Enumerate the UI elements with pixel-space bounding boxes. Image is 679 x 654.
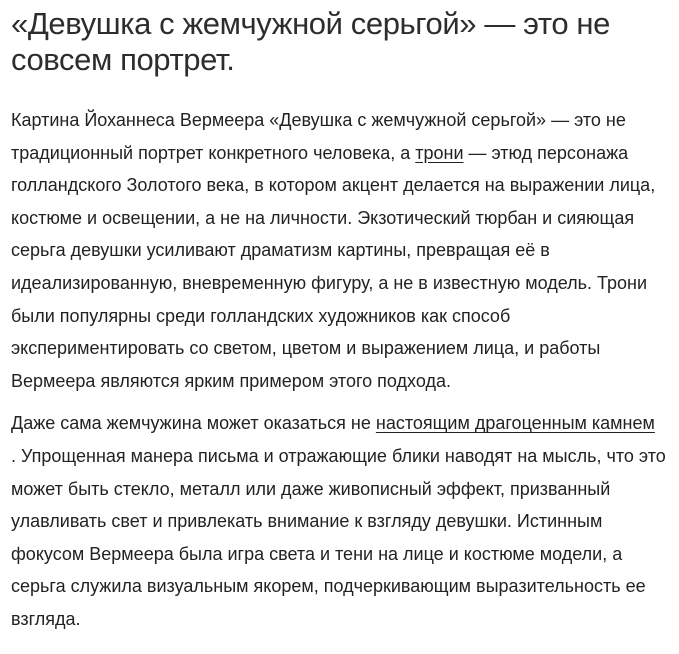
paragraph-2 — [11, 407, 675, 635]
paragraph-2-text-start: Даже сама жемчужина может оказаться не — [11, 413, 376, 434]
troni-link[interactable]: трони — [415, 142, 464, 163]
paragraph-1-text-start: Картина Йоханнеса Вермеера «Девушка с жемчужной серьгой» — это не традиционный портрет конкретного человека, а — [11, 110, 626, 163]
article-title: «Девушка с жемчужной серьгой» — это не совсем портрет. — [11, 6, 610, 77]
paragraph-2-text-end: . Упрощенная манера письма и отражающие блики наводят на мысль, что это может быть стекло, металл или даже живописный эффект, призванный улавливать свет и привлекать внимание к взгляду девушки. Истинным фокусом Вермеера была игра света и тени на лице и костюме модели, а серьга служила визуальным якорем, подчеркивающим выразительность ее взгляда. — [11, 445, 666, 629]
paragraph-1 — [11, 104, 675, 397]
real-gemstone-link[interactable]: настоящим драгоценным камнем — [375, 413, 655, 434]
paragraph-1-text-end: — этюд персонажа голландского Золотого века, в котором акцент делается на выражении лица, костюме и освещении, а не на личности. Экзотический тюрбан и сияющая серьга девушки усиливают драматизм картины, превращая её в идеализированную, вневременную фигуру, а не в известную модель. Трони были популярны среди голландских художников как способ экспериментировать со светом, цветом и выражением лица, и работы Вермеера являются ярким примером этого подхода. — [11, 142, 656, 391]
article — [11, 0, 675, 636]
